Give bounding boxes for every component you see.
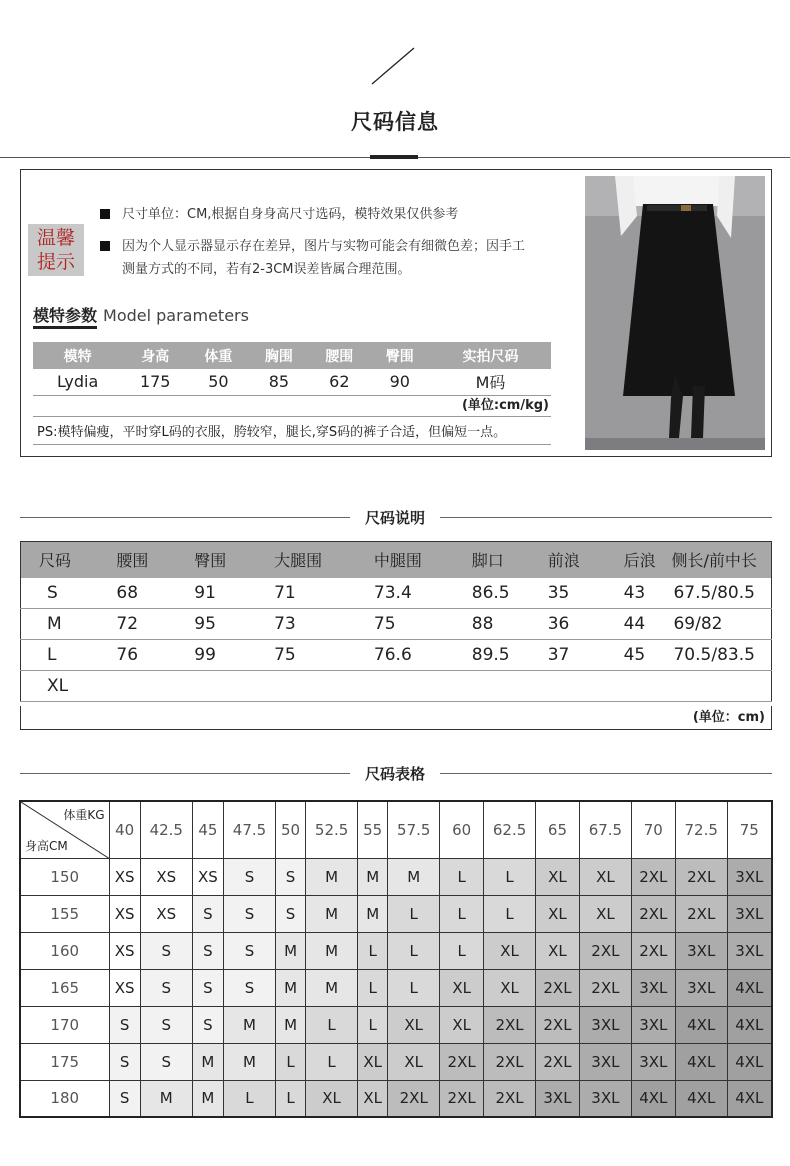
size-chart-cell: L: [388, 895, 440, 932]
size-desc-cell: 73.4: [356, 578, 454, 609]
size-desc-cell: 35: [530, 578, 606, 609]
size-chart-cell: S: [109, 1080, 140, 1117]
size-desc-cell: [530, 671, 606, 702]
decorative-slash: [370, 46, 416, 86]
size-desc-header-cell: 腰围: [98, 542, 176, 578]
size-chart-cell: L: [358, 932, 388, 969]
size-chart-cell: 3XL: [535, 1080, 579, 1117]
size-desc-cell: 95: [176, 609, 256, 640]
size-chart-cell: 4XL: [631, 1080, 675, 1117]
model-table: [33, 342, 551, 396]
size-chart-cell: 3XL: [631, 1043, 675, 1080]
size-chart-row: [20, 1006, 772, 1043]
size-chart-cell: M: [192, 1043, 223, 1080]
weight-header-cell: 52.5: [306, 801, 358, 858]
size-chart-cell: M: [306, 858, 358, 895]
size-chart-cell: M: [358, 858, 388, 895]
size-chart-cell: S: [224, 969, 276, 1006]
size-chart-cell: 3XL: [579, 1043, 631, 1080]
model-value-cell: Lydia: [33, 369, 122, 395]
note-2-text-a: 因为个人显示器显示存在差异，图片与实物可能会有细微色差；因手工: [122, 239, 526, 254]
size-chart-cell: S: [224, 932, 276, 969]
note-2: [100, 235, 570, 281]
size-desc-cell: 91: [176, 578, 256, 609]
product-photo: [585, 176, 765, 450]
size-chart-cell: XL: [579, 895, 631, 932]
size-chart-cell: L: [440, 858, 484, 895]
corner-height-label: 身高CM: [25, 838, 68, 853]
model-value-cell: 62: [309, 369, 369, 395]
height-header-cell: 165: [20, 969, 109, 1006]
size-chart-cell: M: [192, 1080, 223, 1117]
model-table-row: [33, 369, 551, 395]
size-chart-cell: L: [484, 895, 536, 932]
title-divider-accent: [370, 155, 418, 159]
size-desc-header-cell: 后浪: [606, 542, 668, 578]
weight-header-cell: 50: [275, 801, 305, 858]
model-unit: (单位:cm/kg): [461, 398, 549, 413]
size-chart-cell: 2XL: [675, 858, 727, 895]
model-title-cn: 模特参数: [33, 306, 97, 329]
model-section-title: [33, 303, 249, 326]
size-desc-cell: 37: [530, 640, 606, 671]
size-chart-cell: XL: [358, 1043, 388, 1080]
size-desc-cell: L: [21, 640, 99, 671]
size-desc-cell: [454, 671, 530, 702]
size-desc-cell: 88: [454, 609, 530, 640]
size-desc-cell: M: [21, 609, 99, 640]
weight-header-cell: 45: [192, 801, 223, 858]
size-chart-cell: M: [306, 895, 358, 932]
size-chart-cell: 4XL: [727, 1006, 772, 1043]
size-chart-cell: 4XL: [675, 1043, 727, 1080]
size-chart-cell: 3XL: [675, 969, 727, 1006]
size-chart-cell: XL: [579, 858, 631, 895]
size-chart-cell: XS: [140, 895, 192, 932]
size-chart-cell: L: [306, 1006, 358, 1043]
size-chart-cell: XS: [109, 932, 140, 969]
size-chart-cell: 2XL: [631, 932, 675, 969]
size-chart-cell: S: [140, 932, 192, 969]
page-title: 尺码信息: [351, 110, 439, 134]
size-chart-cell: M: [140, 1080, 192, 1117]
size-chart-header-row: [20, 801, 772, 858]
size-desc-cell: XL: [21, 671, 99, 702]
size-chart-cell: XL: [358, 1080, 388, 1117]
note-1: [100, 203, 458, 226]
size-desc-cell: 99: [176, 640, 256, 671]
size-chart-cell: M: [224, 1043, 276, 1080]
size-chart-grid: [19, 800, 773, 1118]
size-chart-cell: 2XL: [631, 895, 675, 932]
size-desc-cell: [356, 671, 454, 702]
weight-header-cell: 40: [109, 801, 140, 858]
size-chart-cell: 2XL: [484, 1006, 536, 1043]
size-desc-title: 尺码说明: [350, 507, 440, 528]
size-chart-cell: 3XL: [579, 1080, 631, 1117]
size-chart-cell: 2XL: [440, 1080, 484, 1117]
size-chart-cell: 2XL: [675, 895, 727, 932]
size-chart-cell: XS: [109, 969, 140, 1006]
size-chart-cell: S: [192, 1006, 223, 1043]
size-desc-table: [20, 541, 772, 702]
model-value-cell: M码: [430, 369, 551, 395]
size-chart-cell: M: [275, 932, 305, 969]
size-chart-row: [20, 1080, 772, 1117]
weight-header-cell: 72.5: [675, 801, 727, 858]
size-chart-cell: 3XL: [631, 969, 675, 1006]
size-desc-row: [21, 609, 772, 640]
model-header-cell: 胸围: [249, 342, 309, 369]
size-desc-cell: 43: [606, 578, 668, 609]
size-desc-cell: 86.5: [454, 578, 530, 609]
size-desc-row: [21, 640, 772, 671]
size-chart-cell: M: [306, 932, 358, 969]
model-table-header: [33, 342, 551, 369]
size-desc-header-cell: 大腿围: [256, 542, 356, 578]
size-chart-cell: 2XL: [484, 1043, 536, 1080]
size-chart-row: [20, 1043, 772, 1080]
size-chart-cell: S: [192, 895, 223, 932]
size-chart-cell: S: [140, 1006, 192, 1043]
model-value-cell: 85: [249, 369, 309, 395]
size-chart-cell: XL: [440, 1006, 484, 1043]
size-chart-cell: M: [275, 969, 305, 1006]
size-desc-header-cell: 中腿围: [356, 542, 454, 578]
weight-header-cell: 62.5: [484, 801, 536, 858]
size-desc-header-cell: 侧长/前中长: [667, 542, 771, 578]
size-chart-cell: L: [440, 932, 484, 969]
size-chart-cell: 2XL: [535, 969, 579, 1006]
size-chart-row: [20, 858, 772, 895]
size-chart-cell: XL: [535, 895, 579, 932]
size-chart-cell: XS: [109, 858, 140, 895]
weight-header-cell: 55: [358, 801, 388, 858]
weight-header-cell: 67.5: [579, 801, 631, 858]
weight-header-cell: 47.5: [224, 801, 276, 858]
height-header-cell: 175: [20, 1043, 109, 1080]
height-header-cell: 180: [20, 1080, 109, 1117]
size-desc-cell: 89.5: [454, 640, 530, 671]
size-chart-cell: M: [275, 1006, 305, 1043]
size-desc-cell: S: [21, 578, 99, 609]
size-chart-cell: 4XL: [675, 1006, 727, 1043]
size-chart-cell: L: [388, 969, 440, 1006]
size-desc-cell: 44: [606, 609, 668, 640]
size-chart-cell: S: [140, 969, 192, 1006]
size-desc-cell: 76: [98, 640, 176, 671]
size-chart-cell: 2XL: [535, 1043, 579, 1080]
bullet-square-icon: [100, 209, 110, 219]
weight-header-cell: 42.5: [140, 801, 192, 858]
tip-badge: [28, 224, 84, 276]
size-chart-cell: 2XL: [579, 969, 631, 1006]
model-title-en: Model parameters: [103, 306, 249, 325]
model-header-cell: 腰围: [309, 342, 369, 369]
size-chart-cell: 2XL: [579, 932, 631, 969]
size-chart-title: 尺码表格: [350, 763, 440, 784]
size-chart-cell: 3XL: [675, 932, 727, 969]
size-chart-cell: M: [224, 1006, 276, 1043]
size-desc-row: [21, 671, 772, 702]
size-chart-cell: XL: [535, 858, 579, 895]
size-chart-cell: 2XL: [440, 1043, 484, 1080]
model-ps-note: PS:模特偏瘦，平时穿L码的衣服，胯较窄，腿长,穿S码的裤子合适，但偏短一点。: [33, 416, 551, 445]
size-chart-cell: XL: [388, 1006, 440, 1043]
size-chart-cell: L: [388, 932, 440, 969]
size-chart-cell: S: [275, 895, 305, 932]
size-desc-cell: [176, 671, 256, 702]
tip-badge-line1: 温馨: [36, 227, 75, 249]
size-chart-cell: 4XL: [727, 1043, 772, 1080]
size-desc-cell: 72: [98, 609, 176, 640]
size-chart-cell: S: [224, 895, 276, 932]
height-header-cell: 150: [20, 858, 109, 895]
size-desc-cell: 36: [530, 609, 606, 640]
size-desc-cell: 67.5/80.5: [667, 578, 771, 609]
size-chart-cell: 3XL: [631, 1006, 675, 1043]
weight-header-cell: 57.5: [388, 801, 440, 858]
size-chart-corner: [20, 801, 109, 858]
weight-header-cell: 60: [440, 801, 484, 858]
size-chart-cell: 3XL: [727, 932, 772, 969]
size-chart-cell: M: [388, 858, 440, 895]
model-header-cell: 体重: [188, 342, 248, 369]
height-header-cell: 155: [20, 895, 109, 932]
bullet-square-icon: [100, 241, 110, 251]
size-chart-cell: 3XL: [727, 895, 772, 932]
tip-badge-line2: 提示: [36, 251, 75, 273]
size-desc-cell: [667, 671, 771, 702]
size-desc-cell: 69/82: [667, 609, 771, 640]
model-header-cell: 实拍尺码: [430, 342, 551, 369]
size-chart-cell: L: [306, 1043, 358, 1080]
size-chart-cell: L: [358, 969, 388, 1006]
size-chart-row: [20, 895, 772, 932]
size-chart-cell: 2XL: [631, 858, 675, 895]
size-chart-cell: L: [275, 1043, 305, 1080]
size-chart-cell: L: [358, 1006, 388, 1043]
weight-header-cell: 70: [631, 801, 675, 858]
size-chart-cell: XS: [192, 858, 223, 895]
size-chart-row: [20, 932, 772, 969]
size-chart-cell: M: [306, 969, 358, 1006]
weight-header-cell: 75: [727, 801, 772, 858]
size-desc-cell: 75: [356, 609, 454, 640]
size-desc-header-cell: 尺码: [21, 542, 99, 578]
model-value-cell: 175: [122, 369, 188, 395]
size-chart-cell: XL: [484, 969, 536, 1006]
size-chart-cell: M: [358, 895, 388, 932]
size-desc-cell: [98, 671, 176, 702]
size-desc-cell: [606, 671, 668, 702]
model-value-cell: 90: [370, 369, 430, 395]
size-chart-cell: 3XL: [579, 1006, 631, 1043]
size-chart-cell: XS: [109, 895, 140, 932]
size-chart-cell: 2XL: [484, 1080, 536, 1117]
size-chart-cell: L: [275, 1080, 305, 1117]
size-desc-cell: 71: [256, 578, 356, 609]
size-desc-cell: 68: [98, 578, 176, 609]
size-chart-cell: 2XL: [535, 1006, 579, 1043]
size-desc-row: [21, 578, 772, 609]
size-chart-cell: 4XL: [675, 1080, 727, 1117]
size-desc-cell: 76.6: [356, 640, 454, 671]
size-desc-cell: 73: [256, 609, 356, 640]
size-chart-cell: 4XL: [727, 1080, 772, 1117]
size-chart-cell: S: [109, 1006, 140, 1043]
corner-weight-label: 体重KG: [63, 808, 105, 822]
size-desc-cell: 45: [606, 640, 668, 671]
size-chart-cell: 3XL: [727, 858, 772, 895]
size-chart-cell: XL: [440, 969, 484, 1006]
size-chart-cell: XL: [535, 932, 579, 969]
size-chart-cell: L: [484, 858, 536, 895]
size-desc-header-cell: 臀围: [176, 542, 256, 578]
note-2-text-b: 测量方式的不同，若有2-3CM误差皆属合理范围。: [122, 262, 411, 277]
size-chart-cell: S: [192, 969, 223, 1006]
size-chart-cell: 2XL: [388, 1080, 440, 1117]
model-header-cell: 模特: [33, 342, 122, 369]
size-chart-cell: 4XL: [727, 969, 772, 1006]
weight-header-cell: 65: [535, 801, 579, 858]
size-desc-cell: [256, 671, 356, 702]
size-chart-cell: S: [192, 932, 223, 969]
size-chart-cell: L: [440, 895, 484, 932]
model-header-cell: 身高: [122, 342, 188, 369]
note-1-text: 尺寸单位：CM,根据自身身高尺寸选码，模特效果仅供参考: [122, 207, 459, 222]
size-chart-cell: XL: [484, 932, 536, 969]
size-chart-cell: S: [224, 858, 276, 895]
height-header-cell: 160: [20, 932, 109, 969]
size-desc-cell: 70.5/83.5: [667, 640, 771, 671]
size-chart-cell: L: [224, 1080, 276, 1117]
size-chart-cell: S: [109, 1043, 140, 1080]
model-header-cell: 臀围: [370, 342, 430, 369]
size-chart-cell: XL: [306, 1080, 358, 1117]
size-desc-cell: 75: [256, 640, 356, 671]
size-desc-header-cell: 脚口: [454, 542, 530, 578]
model-value-cell: 50: [188, 369, 248, 395]
size-chart-cell: XS: [140, 858, 192, 895]
height-header-cell: 170: [20, 1006, 109, 1043]
size-chart-cell: S: [275, 858, 305, 895]
size-desc-header: [21, 542, 772, 578]
size-chart-row: [20, 969, 772, 1006]
size-chart-cell: XL: [388, 1043, 440, 1080]
size-chart-cell: S: [140, 1043, 192, 1080]
size-desc-unit: (单位：cm): [20, 706, 772, 730]
size-desc-header-cell: 前浪: [530, 542, 606, 578]
